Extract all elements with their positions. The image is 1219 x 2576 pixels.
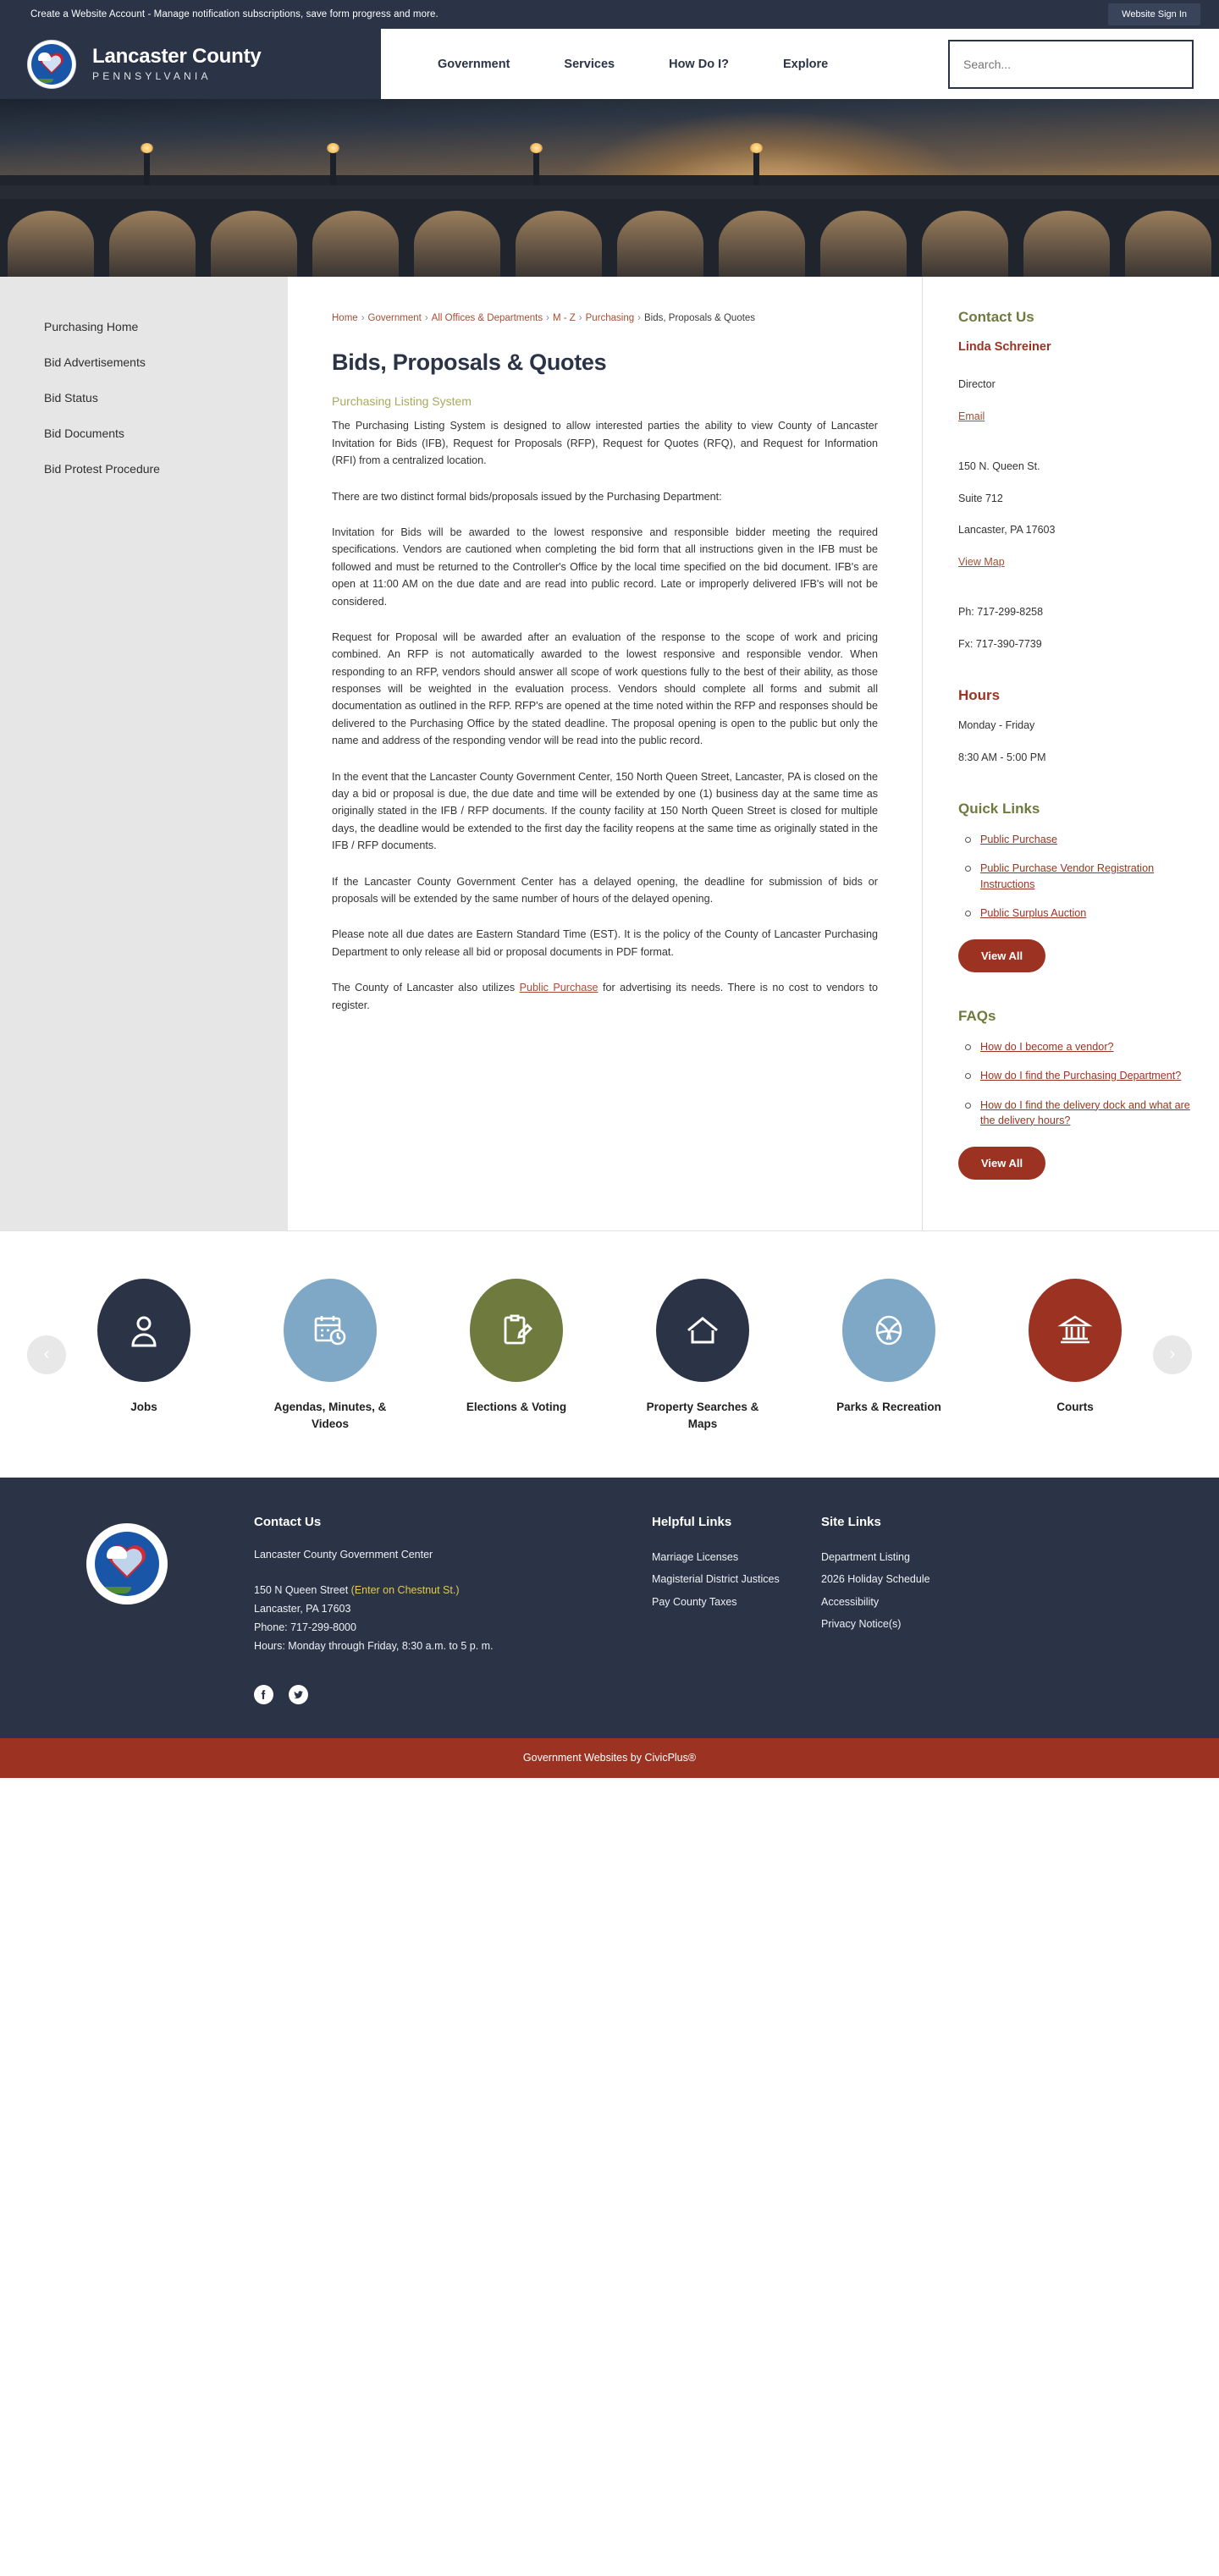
create-account-link[interactable]: Create a Website Account - Manage notification subscriptions, save form progress and more. (30, 9, 439, 19)
nav-item-services[interactable]: Services (564, 57, 615, 71)
quick-link-vendor-registration[interactable]: Public Purchase Vendor Registration Instructions (980, 862, 1155, 890)
footer-hours: Hours: Monday through Friday, 8:30 a.m. to 5 p. m. (254, 1639, 494, 1652)
carousel-item-property-searches[interactable] (610, 1279, 796, 1432)
hours-time: 8:30 AM - 5:00 PM (958, 751, 1046, 763)
brand-name: Lancaster County (92, 45, 262, 69)
faq-find-purchasing-department[interactable]: How do I find the Purchasing Department? (980, 1070, 1182, 1082)
contact-address-line-2: Suite 712 (958, 492, 1003, 504)
faqs-section (958, 1008, 1194, 1180)
footer-link-pay-county-taxes[interactable]: Pay County Taxes (652, 1595, 737, 1608)
sidebar-item-bid-advertisements[interactable]: Bid Advertisements (44, 355, 146, 369)
contact-email-row (958, 410, 1194, 425)
breadcrumb-all-offices[interactable]: All Offices & Departments (431, 313, 543, 323)
house-icon (656, 1279, 749, 1382)
body-paragraph: The Purchasing Listing System is designed to allow interested parties the ability to view County of Lancaster Invitation for Bids (IFB), Request for Proposals (RFP), Request for Quotes (RFQ), and Request for Information (RFI) from a centralized location. (332, 420, 878, 467)
quick-links-section (958, 801, 1194, 972)
sidebar-item-bid-protest-procedure[interactable]: Bid Protest Procedure (44, 462, 160, 476)
quick-links-heading: Quick Links (958, 801, 1040, 817)
courthouse-icon (1029, 1279, 1122, 1382)
calendar-clock-icon (284, 1279, 377, 1382)
footer-address-block (254, 1582, 626, 1656)
carousel-item-label: Courts (1056, 1401, 1094, 1413)
carousel-item-label: Property Searches & Maps (646, 1401, 759, 1430)
social-links (254, 1685, 626, 1704)
sidebar-item-bid-documents[interactable]: Bid Documents (44, 427, 124, 440)
person-icon (97, 1279, 190, 1382)
paragraph-text-after: for advertising its needs. There is no cost to vendors to register. (332, 982, 878, 1011)
twitter-icon[interactable] (289, 1685, 308, 1704)
quick-link-public-purchase[interactable]: Public Purchase (980, 834, 1058, 845)
brand-state: PENNSYLVANIA (92, 69, 212, 82)
contact-person-name: Linda Schreiner (958, 340, 1051, 354)
faqs-view-all-button[interactable]: View All (958, 1147, 1045, 1180)
footer-street: 150 N Queen Street (254, 1584, 351, 1596)
body-paragraph: In the event that the Lancaster County Government Center, 150 North Queen Street, Lancaster, PA is closed on the day a bid or proposal is due, the due date and time will be extended by one (1) business day at the same time as originally stated in the IFB / RFP documents. If the county facility at 150 North Queen Street is closed for multiple days, the deadline would be extended to the first day the facility reopens at the same time as originally stated in the IFB / RFP documents. (332, 770, 878, 852)
breadcrumb-purchasing[interactable]: Purchasing (585, 313, 635, 323)
body-paragraph: There are two distinct formal bids/proposals issued by the Purchasing Department: (332, 490, 722, 503)
carousel-item-label: Elections & Voting (466, 1401, 567, 1413)
carousel-next-button[interactable]: › (1153, 1335, 1192, 1374)
faqs-list (958, 1039, 1194, 1128)
carousel-item-courts[interactable] (982, 1279, 1168, 1432)
footer-link-department-listing[interactable]: Department Listing (821, 1551, 910, 1564)
body-paragraph-with-link (332, 979, 878, 1014)
quick-links-list (958, 832, 1194, 921)
quick-links-view-all-button[interactable]: View All (958, 939, 1045, 972)
hours-section (958, 687, 1194, 765)
search-input[interactable] (963, 58, 1178, 71)
website-sign-in-button[interactable]: Website Sign In (1108, 3, 1200, 25)
clipboard-pencil-icon (470, 1279, 563, 1382)
quick-link-public-surplus-auction[interactable]: Public Surplus Auction (980, 906, 1087, 919)
utility-bar (0, 0, 1219, 29)
breadcrumb-government[interactable]: Government (367, 313, 422, 323)
carousel-prev-button[interactable]: ‹ (27, 1335, 66, 1374)
carousel-item-elections[interactable] (423, 1279, 610, 1432)
breadcrumb-separator: › (361, 313, 365, 323)
breadcrumb (332, 311, 878, 326)
section-sidebar (0, 277, 288, 1230)
carousel-item-jobs[interactable] (51, 1279, 237, 1432)
carousel-item-label: Agendas, Minutes, & Videos (273, 1401, 387, 1430)
spacer (958, 441, 1194, 460)
contact-email-link[interactable]: Email (958, 410, 985, 422)
civicplus-credit-link[interactable]: Government Websites by CivicPlus® (522, 1752, 697, 1764)
contact-map-row (958, 555, 1194, 570)
public-purchase-link[interactable]: Public Purchase (519, 982, 598, 994)
body-paragraph: Invitation for Bids will be awarded to the lowest responsive and responsible bidder meeting the required specifications. Vendors are cautioned when completing the bid form that all instructions given in the IFB must be followed and must be returned to the Controller's Office by the local time specified on the bid document. IFB's are open at 11:00 AM on the due date and are read into public record. Late or improperly delivered IFB's will not be considered. (332, 526, 878, 608)
footer-street-row (254, 1582, 626, 1600)
footer-helpful-links-column (652, 1515, 821, 1704)
faq-become-a-vendor[interactable]: How do I become a vendor? (980, 1041, 1114, 1053)
main-content (288, 277, 923, 1230)
carousel-item-agendas[interactable] (237, 1279, 423, 1432)
footer-city: Lancaster, PA 17603 (254, 1602, 351, 1615)
list-item (958, 832, 1194, 847)
view-map-link[interactable]: View Map (958, 555, 1005, 568)
contact-address-line-3: Lancaster, PA 17603 (958, 524, 1056, 536)
site-footer (0, 1478, 1219, 1737)
breadcrumb-separator: › (578, 313, 582, 323)
footer-site-heading: Site Links (821, 1515, 881, 1530)
nav-item-how-do-i[interactable]: How Do I? (669, 57, 729, 71)
contact-fax: Fx: 717-390-7739 (958, 637, 1042, 650)
footer-contact-heading: Contact Us (254, 1515, 322, 1530)
breadcrumb-m-z[interactable]: M - Z (552, 313, 576, 323)
sidebar-item-purchasing-home[interactable]: Purchasing Home (44, 320, 139, 333)
masthead (0, 29, 1219, 99)
footer-phone: Phone: 717-299-8000 (254, 1621, 356, 1633)
footer-helpful-heading: Helpful Links (652, 1515, 732, 1530)
main-navigation (381, 29, 948, 99)
list-item (958, 1098, 1194, 1129)
breadcrumb-separator: › (637, 313, 642, 323)
footer-contact-column (254, 1515, 652, 1704)
site-logo[interactable] (0, 29, 381, 99)
list-item (958, 1068, 1194, 1083)
footer-site-links-column (821, 1515, 1024, 1704)
nav-item-explore[interactable]: Explore (782, 57, 829, 71)
footer-link-magisterial-district-justices[interactable]: Magisterial District Justices (652, 1573, 780, 1586)
list-item (958, 905, 1194, 921)
hours-heading: Hours (958, 687, 1001, 703)
sidebar-item-bid-status[interactable]: Bid Status (44, 391, 98, 405)
search-box[interactable] (948, 40, 1194, 89)
page-body (0, 277, 1219, 1230)
faqs-heading: FAQs (958, 1008, 996, 1024)
breadcrumb-home[interactable]: Home (332, 313, 358, 323)
page-subtitle: Purchasing Listing System (332, 394, 472, 409)
footer-link-accessibility[interactable]: Accessibility (821, 1595, 880, 1608)
footer-link-privacy-notices[interactable]: Privacy Notice(s) (821, 1617, 902, 1630)
breadcrumb-current: Bids, Proposals & Quotes (644, 313, 756, 323)
page-title: Bids, Proposals & Quotes (332, 350, 607, 376)
footer-link-marriage-licenses[interactable]: Marriage Licenses (652, 1551, 739, 1564)
hours-days: Monday - Friday (958, 719, 1035, 731)
contact-address-line-1: 150 N. Queen St. (958, 460, 1040, 472)
contact-role: Director (958, 378, 996, 390)
body-paragraph: If the Lancaster County Government Center has a delayed opening, the deadline for submission of bids or proposals will be extended by the same number of hours of the delayed opening. (332, 875, 878, 905)
spacer (958, 586, 1194, 605)
faq-delivery-dock-hours[interactable]: How do I find the delivery dock and what are the delivery hours? (980, 1098, 1190, 1126)
right-sidebar (923, 277, 1219, 1230)
footer-site-list (821, 1546, 999, 1635)
list-item (958, 861, 1194, 892)
facebook-icon[interactable] (254, 1685, 273, 1704)
hero-banner-image (0, 99, 1219, 277)
body-paragraph: Request for Proposal will be awarded after an evaluation of the response to the scope of work and pricing combined. An RFP is not automatically awarded to the lowest responsive and responsible vendor. When responding to an RFP, vendors should answer all scope of work questions fully to the best of their ability, as those responses will be weighted in the evaluation process. Vendors should complete all forms and submit all documentation as outlined in the RFP. RFP's are opened at the time noted within the RFP and responses should be delivered to the Purchasing Office by the stated deadline. The proposal opening is open to the public but only the name and address of the responding vendor will be read into the public record. (332, 630, 878, 747)
footer-helpful-list (652, 1546, 796, 1613)
body-paragraph: Please note all due dates are Eastern Standard Time (EST). It is the policy of the County of Lancaster Purchasing Department to only release all bid or proposal documents in PDF format. (332, 928, 878, 958)
brand-text (92, 46, 262, 81)
contact-us-heading: Contact Us (958, 309, 1034, 325)
carousel-item-label: Parks & Recreation (836, 1401, 941, 1413)
quick-access-carousel (0, 1230, 1219, 1478)
carousel-item-parks-recreation[interactable] (796, 1279, 982, 1432)
breadcrumb-separator: › (546, 313, 549, 323)
footer-org-name: Lancaster County Government Center (254, 1549, 433, 1561)
copyright-bar (0, 1738, 1219, 1778)
county-seal-icon (28, 41, 75, 88)
list-item (958, 1039, 1194, 1054)
footer-street-note: (Enter on Chestnut St.) (350, 1584, 460, 1596)
footer-link-holiday-schedule[interactable]: 2026 Holiday Schedule (821, 1573, 930, 1586)
paragraph-text-before: The County of Lancaster also utilizes (332, 982, 520, 994)
breadcrumb-separator: › (424, 313, 428, 323)
nav-item-government[interactable]: Government (438, 57, 510, 71)
carousel-item-label: Jobs (130, 1401, 157, 1413)
ball-icon (842, 1279, 935, 1382)
contact-phone: Ph: 717-299-8258 (958, 606, 1044, 618)
footer-seal-icon (0, 1515, 254, 1704)
